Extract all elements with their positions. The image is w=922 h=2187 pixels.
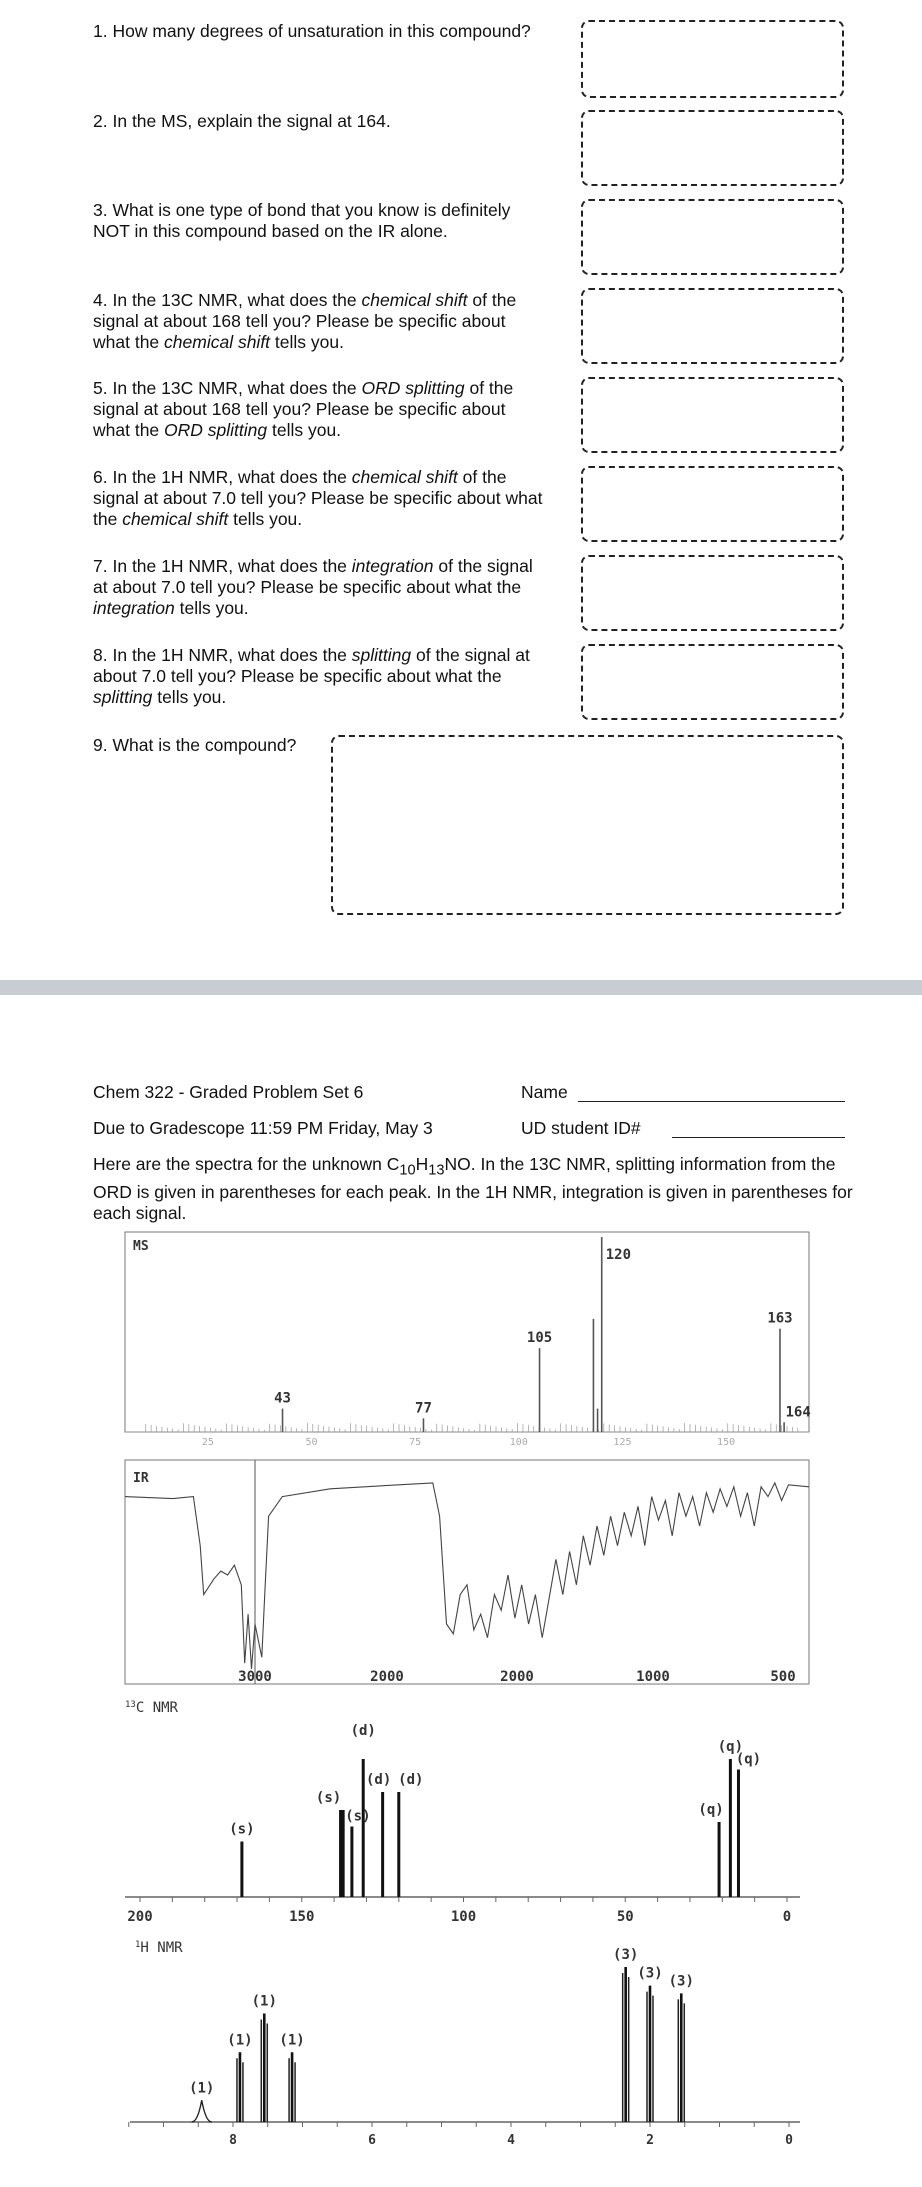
h1-tick-label: 2	[646, 2133, 654, 2148]
question-number: 9.	[93, 735, 108, 755]
ms-peak-label: 164	[785, 1404, 811, 1421]
h1-peak-label: (1)	[251, 1993, 277, 2010]
name-label: Name	[521, 1082, 568, 1102]
c13-tick-label: 50	[616, 1909, 634, 1925]
answer-box-5[interactable]	[581, 377, 844, 453]
question-text: In the 1H NMR, what does the chemical shift of the signal at about 7.0 tell you? Please be specific about what the chemical shift tells you.	[93, 467, 543, 529]
ms-peak-label: 120	[605, 1247, 632, 1263]
question-1	[93, 21, 573, 42]
question-2	[93, 111, 543, 132]
ms-tick-label: 150	[717, 1437, 736, 1448]
ms-label: MS	[133, 1239, 149, 1254]
answer-box-9[interactable]	[331, 735, 844, 915]
question-text: In the 13C NMR, what does the ORD splitting of the signal at about 168 tell you? Please be specific about what the ORD splitting tells you.	[93, 378, 514, 440]
question-number: 4.	[93, 290, 108, 310]
ms-tick-label: 50	[305, 1437, 318, 1448]
id-label: UD student ID#	[521, 1118, 641, 1138]
ms-tick-label: 25	[201, 1437, 214, 1448]
h1-tick-label: 4	[507, 2133, 515, 2148]
c13-peak-label: (s)	[229, 1821, 255, 1838]
answer-box-2[interactable]	[581, 110, 844, 186]
ir-tick-label: 500	[770, 1669, 796, 1685]
question-text: In the MS, explain the signal at 164.	[112, 111, 391, 131]
question-3	[93, 200, 543, 242]
due-date: Due to Gradescope 11:59 PM Friday, May 3	[93, 1118, 433, 1138]
ms-tick-label: 75	[409, 1437, 422, 1448]
c13-peak-label: (s)	[345, 1808, 371, 1825]
h1-tick-label: 0	[785, 2133, 793, 2148]
c13-peak-label: (d)	[365, 1772, 392, 1788]
h1-peak-label: (3)	[637, 1965, 663, 1982]
course-title: Chem 322 - Graded Problem Set 6	[93, 1082, 364, 1102]
answer-box-8[interactable]	[581, 644, 844, 720]
ir-tick-label: 2000	[500, 1669, 534, 1685]
c13-peak-label: (d)	[398, 1772, 424, 1788]
ir-trace	[125, 1483, 809, 1669]
id-line[interactable]	[672, 1137, 845, 1138]
name-line[interactable]	[578, 1101, 845, 1102]
c13-peak-label: (d)	[350, 1723, 376, 1739]
question-8	[93, 645, 543, 708]
answer-box-1[interactable]	[581, 20, 844, 98]
question-number: 1.	[93, 21, 108, 41]
ms-tick-label: 100	[509, 1437, 528, 1448]
question-text: In the 1H NMR, what does the integration of the signal at about 7.0 tell you? Please be specific about what the integration tells you.	[93, 556, 533, 618]
c13-peak-label: (s)	[315, 1790, 342, 1806]
ms-peak-label: 43	[274, 1390, 291, 1407]
ir-tick-label: 3000	[238, 1669, 272, 1685]
question-text: What is one type of bond that you know is definitely NOT in this compound based on the IR alone.	[93, 200, 511, 241]
intro-text: Here are the spectra for the unknown $C_{10}H_{13}NO$. In the 13C NMR, splitting information from the ORD is given in parentheses for each peak. In the 1H NMR, integration is given in parentheses for each signal.	[93, 1154, 853, 1223]
ms-tick-label: 125	[613, 1437, 632, 1448]
h1-peak-label: (1)	[189, 2080, 215, 2097]
answer-box-3[interactable]	[581, 199, 844, 275]
h1-peak-label: (1)	[279, 2032, 305, 2049]
question-number: 7.	[93, 556, 108, 576]
question-text: How many degrees of unsaturation in this compound?	[112, 21, 531, 41]
ms-peak-label: 105	[526, 1330, 553, 1347]
c13-peak-label: (q)	[735, 1751, 762, 1768]
c13-tick-label: 200	[127, 1909, 153, 1925]
question-6	[93, 467, 543, 530]
c13-tick-label: 0	[782, 1909, 792, 1925]
question-number: 5.	[93, 378, 108, 398]
question-5	[93, 378, 543, 441]
question-number: 8.	[93, 645, 108, 665]
ms-peak-label: 163	[767, 1310, 793, 1327]
ir-tick-label: 2000	[370, 1669, 404, 1685]
ms-peak-label: 77	[415, 1400, 432, 1417]
c13-label: $^{13}$C NMR	[125, 1700, 178, 1716]
answer-box-6[interactable]	[581, 466, 844, 542]
question-text: What is the compound?	[112, 735, 297, 755]
question-number: 2.	[93, 111, 108, 131]
question-number: 6.	[93, 467, 108, 487]
question-text: In the 13C NMR, what does the chemical shift of the signal at about 168 tell you? Please be specific about what the chemical shift tells you.	[93, 290, 517, 352]
spectra-figure	[0, 1187, 922, 2187]
question-text: In the 1H NMR, what does the splitting of the signal at about 7.0 tell you? Please be specific about what the splitting tells you.	[93, 645, 530, 707]
answer-box-4[interactable]	[581, 288, 844, 364]
h1-label: $^1$H NMR	[135, 1940, 183, 1956]
c13-peak-label: (q)	[698, 1802, 724, 1818]
h1-peak-label: (3)	[668, 1973, 694, 1990]
h1-peak	[192, 2100, 212, 2122]
page-divider	[0, 980, 922, 995]
question-number: 3.	[93, 200, 108, 220]
question-7	[93, 556, 543, 619]
h1-peak-label: (1)	[227, 2032, 253, 2049]
c13-tick-label: 100	[450, 1909, 477, 1925]
question-4	[93, 290, 543, 353]
ir-tick-label: 1000	[636, 1669, 670, 1685]
h1-tick-label: 6	[368, 2133, 376, 2148]
h1-peak-label: (3)	[613, 1947, 639, 1963]
ms-frame	[125, 1232, 809, 1432]
c13-peak-label: (q)	[717, 1739, 744, 1755]
ir-label: IR	[133, 1471, 149, 1486]
h1-tick-label: 8	[229, 2133, 237, 2148]
answer-box-7[interactable]	[581, 555, 844, 631]
c13-tick-label: 150	[289, 1909, 315, 1925]
